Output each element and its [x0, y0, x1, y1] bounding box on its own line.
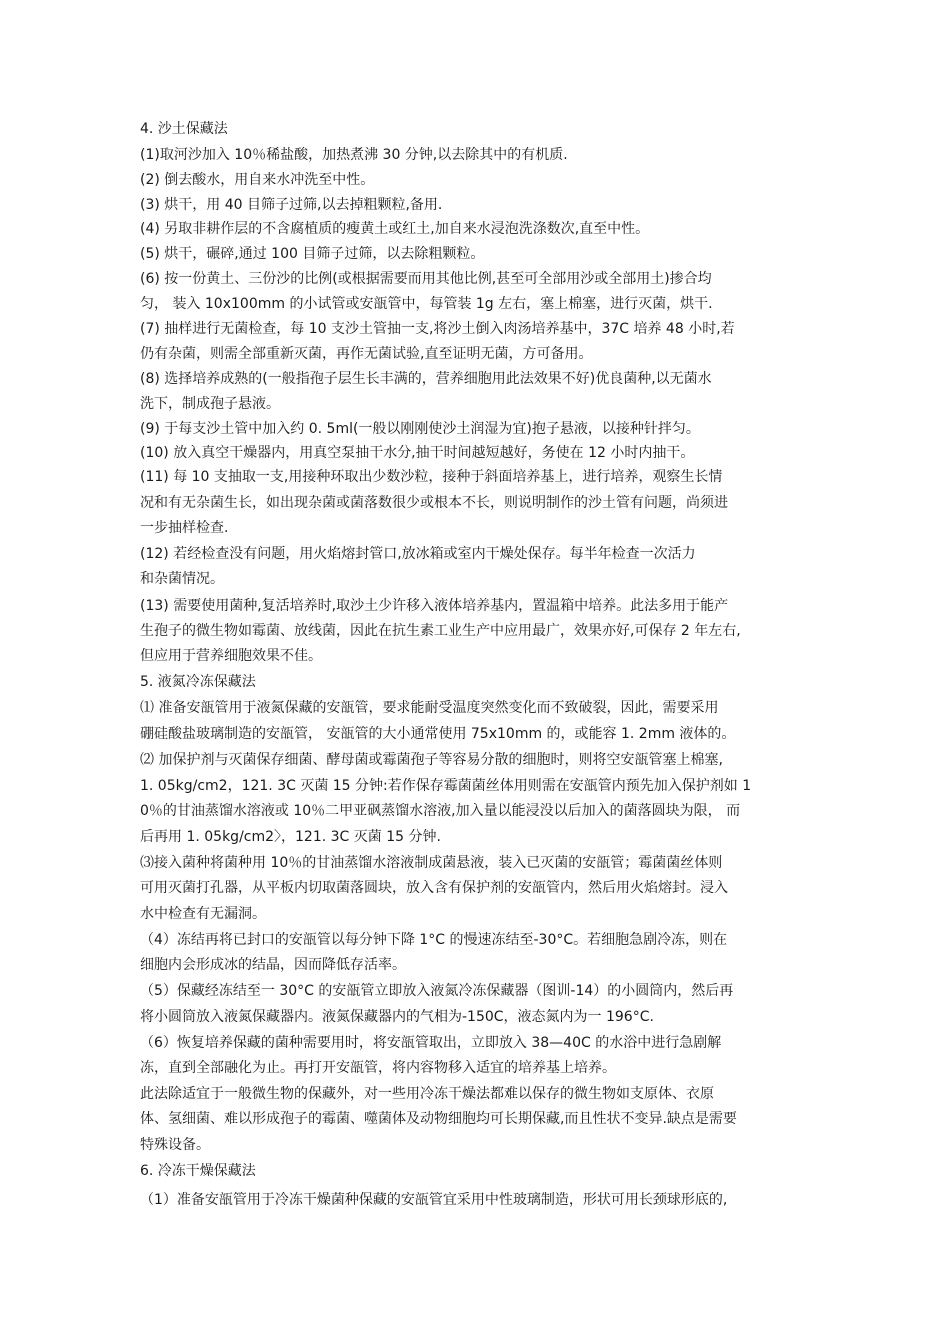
text-line: 水中检查有无漏洞。 — [140, 906, 266, 922]
text-line: (8) 选择培养成熟的(一般指孢子层生长丰满的，营养细胞用此法效果不好)优良菌种,以无菌水 — [140, 371, 712, 387]
text-line: 细胞内会形成冰的结晶，因而降低存活率。 — [140, 957, 406, 973]
text-line: 况和有无杂菌生长，如出现杂菌或菌落数很少或根本不长，则说明制作的沙土管有问题，尚须进 — [140, 495, 728, 511]
text-line: (7) 抽样进行无菌检查，每 10 支沙土管抽一支,将沙土倒入肉汤培养基中，37C 培养 48 小时,若 — [140, 321, 735, 337]
text-line: 匀， 装入 10x100mm 的小试管或安瓿管中，每管装 1g 左右，塞上棉塞，进行灭菌，烘干. — [140, 296, 713, 312]
text-line: 体、氢细菌、难以形成孢子的霉菌、噬菌体及动物细胞均可长期保藏,而且性状不变异.缺点是需要 — [140, 1111, 737, 1127]
text-line: (13) 需要使用菌种,复活培养时,取沙土少许移入液体培养基内，置温箱中培养。此法多用于能产 — [140, 598, 729, 614]
text-line: 0％的甘油蒸馏水溶液或 10％二甲亚砜蒸馏水溶液,加入量以能浸没以后加入的菌落圆块为限， 而 — [140, 803, 741, 819]
section-heading: 6. 冷冻干燥保藏法 — [140, 1163, 256, 1179]
text-line: 特殊设备。 — [140, 1137, 210, 1153]
text-line: (10) 放入真空干燥器内，用真空泵抽干水分,抽干时间越短越好，务使在 12 小时内抽干。 — [140, 445, 695, 461]
text-line: （1）准备安瓿管用于冷冻干燥菌种保藏的安瓿管宜采用中性玻璃制造，形状可用长颈球形底的, — [140, 1192, 728, 1208]
text-line: 硼硅酸盐玻璃制造的安瓿管， 安瓿管的大小通常使用 75x10mm 的，或能容 1. 2mm 液体的。 — [140, 726, 736, 742]
text-line: (11) 每 10 支抽取一支,用接种环取出少数沙粒，接种于斜面培养基上，进行培养，观察生长情 — [140, 469, 723, 485]
text-line: （5）保藏经冻结至一 30°C 的安瓿管立即放入液氮冷冻保藏器（图训-14）的小圆筒内，然后再 — [140, 983, 734, 999]
text-line: 生孢子的微生物如霉菌、放线菌，因此在抗生素工业生产中应用最广，效果亦好,可保存 2 年左右, — [140, 623, 741, 639]
text-line: 但应用于营养细胞效果不佳。 — [140, 648, 322, 664]
text-line: 仍有杂菌，则需全部重新灭菌，再作无菌试验,直至证明无菌，方可备用。 — [140, 346, 593, 362]
text-line: 此法除适宜于一般微生物的保藏外，对一些用冷冻干燥法都难以保存的微生物如支原体、衣原 — [140, 1086, 714, 1102]
text-line: 可用灭菌打孔器，从平板内切取菌落圆块，放入含有保护剂的安瓿管内，然后用火焰熔封。浸入 — [140, 880, 728, 896]
section-heading: 5. 液氮冷冻保藏法 — [140, 674, 256, 690]
text-line: ⑵ 加保护剂与灭菌保存细菌、酵母菌或霉菌孢子等容易分散的细胞时，则将空安瓿管塞上棉塞, — [140, 752, 723, 768]
text-line: (9) 于每支沙土管中加入约 0. 5ml(一般以刚刚使沙土润湿为宜)抱子悬液，以接种针拌匀。 — [140, 421, 700, 437]
text-line: (5) 烘干，碾碎,通过 100 目筛子过筛，以去除粗颗粒。 — [140, 246, 485, 262]
text-line: 后再用 1. 05kg/cm2〉，121. 3C 灭菌 15 分钟. — [140, 829, 441, 845]
text-line: 一步抽样检查. — [140, 520, 229, 536]
text-line: (12) 若经检查没有问题，用火焰熔封管口,放冰箱或室内干燥处保存。每半年检查一次活力 — [140, 546, 696, 562]
text-line: (3) 烘干，用 40 目筛子过筛,以去掉粗颗粒,备用. — [140, 197, 443, 213]
text-line: 将小圆筒放入液氮保藏器内。液氮保藏器内的气相为-150C，液态氮内为一 196°C. — [140, 1009, 654, 1025]
text-line: （6）恢复培养保藏的菌种需要用时，将安瓿管取出，立即放入 38—40C 的水浴中进行急剧解 — [140, 1035, 722, 1051]
text-line: 和杂菌情况。 — [140, 571, 224, 587]
text-line: (4) 另取非耕作层的不含腐植质的瘦黄土或红土,加自来水浸泡洗涤数次,直至中性。 — [140, 221, 650, 237]
text-line: (2) 倒去酸水，用自来水冲洗至中性。 — [140, 172, 375, 188]
text-line: 冻，直到全部融化为止。再打开安瓿管，将内容物移入适宜的培养基上培养。 — [140, 1060, 616, 1076]
text-line: （4）冻结再将已封口的安瓿管以每分钟下降 1°C 的慢速冻结至-30°C。若细胞急剧冷冻，则在 — [140, 932, 728, 948]
text-line: (1)取河沙加入 10％稀盐酸，加热煮沸 30 分钟,以去除其中的有机质. — [140, 147, 568, 163]
text-line: ⑴ 准备安瓿管用于液氮保藏的安瓿管，要求能耐受温度突然变化而不致破裂，因此，需要采用 — [140, 700, 719, 716]
text-line: (6) 按一份黄土、三份沙的比例(或根据需要而用其他比例,甚至可全部用沙或全部用土)掺合均 — [140, 271, 712, 287]
text-line: 1. 05kg/cm2，121. 3C 灭菌 15 分钟:若作保存霉菌菌丝体用则需在安瓿管内预先加入保护剂如 1 — [140, 778, 752, 794]
text-line: 洗下，制成孢子悬液。 — [140, 396, 280, 412]
section-heading: 4. 沙土保藏法 — [140, 121, 228, 137]
text-line: ⑶接入菌种将菌种用 10％的甘油蒸馏水溶液制成菌悬液，装入已灭菌的安瓿管；霉菌菌丝体则 — [140, 855, 723, 871]
